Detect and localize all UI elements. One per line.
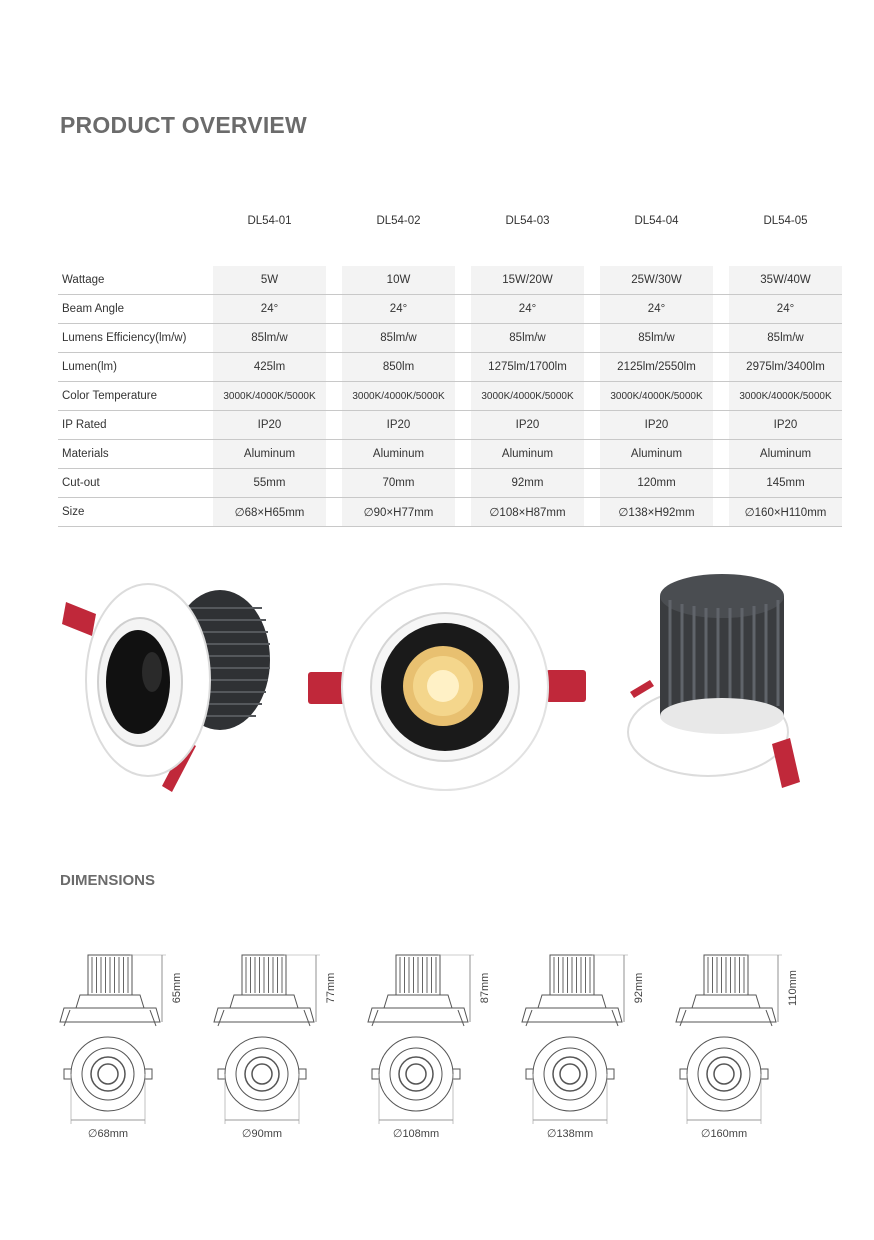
table-cell: ∅90×H77mm — [342, 498, 455, 527]
table-cell: Aluminum — [342, 440, 455, 469]
diameter-label: ∅160mm — [700, 1128, 748, 1140]
table-cell: Aluminum — [600, 440, 713, 469]
table-row — [58, 353, 842, 382]
table-cell: 3000K/4000K/5000K — [600, 382, 713, 411]
table-row — [58, 324, 842, 353]
table-cell: 3000K/4000K/5000K — [213, 382, 326, 411]
model-header: DL54-01 — [247, 215, 292, 227]
table-cell: 5W — [213, 266, 326, 295]
row-label: IP Rated — [58, 411, 213, 440]
table-row — [58, 440, 842, 469]
table-cell: 3000K/4000K/5000K — [471, 382, 584, 411]
top-view — [64, 1037, 152, 1111]
table-cell: 70mm — [342, 469, 455, 498]
table-cell: 10W — [342, 266, 455, 295]
heatsink-side-view — [676, 955, 776, 1026]
table-cell: IP20 — [342, 411, 455, 440]
height-label: 87mm — [479, 972, 491, 1004]
product-photo-front — [308, 584, 586, 790]
table-cell: 15W/20W — [471, 266, 584, 295]
product-photo-side — [62, 584, 270, 792]
diameter-label: ∅68mm — [87, 1128, 129, 1140]
top-view — [680, 1037, 768, 1111]
heatsink-side-view — [60, 955, 160, 1026]
heatsink-side-view — [522, 955, 622, 1026]
spec-table — [58, 206, 842, 527]
table-cell: 24° — [600, 295, 713, 324]
table-cell: 55mm — [213, 469, 326, 498]
table-cell: 120mm — [600, 469, 713, 498]
height-label: 65mm — [171, 972, 183, 1004]
table-cell: 145mm — [729, 469, 842, 498]
diameter-label: ∅138mm — [546, 1128, 594, 1140]
product-photos — [0, 560, 874, 820]
dimension-drawing — [60, 955, 183, 1140]
table-row — [58, 469, 842, 498]
header-blank — [58, 206, 213, 236]
height-label: 77mm — [325, 972, 337, 1004]
dimension-drawing — [522, 955, 645, 1140]
table-cell: 3000K/4000K/5000K — [342, 382, 455, 411]
height-label: 92mm — [633, 972, 645, 1004]
table-cell: 24° — [342, 295, 455, 324]
heatsink-side-view — [368, 955, 468, 1026]
table-cell: Aluminum — [471, 440, 584, 469]
model-header: DL54-03 — [505, 215, 550, 227]
table-cell: 85lm/w — [600, 324, 713, 353]
row-label: Size — [58, 498, 213, 527]
table-cell: Aluminum — [729, 440, 842, 469]
table-cell: 2125lm/2550lm — [600, 353, 713, 382]
row-label: Beam Angle — [58, 295, 213, 324]
table-cell: 85lm/w — [342, 324, 455, 353]
top-view — [372, 1037, 460, 1111]
dimension-drawing — [676, 955, 799, 1140]
table-cell: Aluminum — [213, 440, 326, 469]
table-row — [58, 411, 842, 440]
table-cell: 25W/30W — [600, 266, 713, 295]
table-cell: ∅108×H87mm — [471, 498, 584, 527]
top-view — [218, 1037, 306, 1111]
dimensions-title: DIMENSIONS — [60, 872, 156, 889]
row-label: Wattage — [58, 266, 213, 295]
table-cell: 92mm — [471, 469, 584, 498]
table-cell: 35W/40W — [729, 266, 842, 295]
table-cell: 85lm/w — [729, 324, 842, 353]
table-cell: ∅138×H92mm — [600, 498, 713, 527]
model-header: DL54-04 — [634, 215, 679, 227]
table-cell: 425lm — [213, 353, 326, 382]
table-cell: IP20 — [729, 411, 842, 440]
table-cell: 3000K/4000K/5000K — [729, 382, 842, 411]
top-view — [526, 1037, 614, 1111]
diameter-label: ∅90mm — [241, 1128, 283, 1140]
table-cell: IP20 — [471, 411, 584, 440]
table-cell: 85lm/w — [471, 324, 584, 353]
table-cell: IP20 — [600, 411, 713, 440]
model-header: DL54-02 — [376, 215, 421, 227]
table-cell: ∅68×H65mm — [213, 498, 326, 527]
table-header-row — [58, 206, 842, 236]
product-photo-back — [628, 574, 800, 788]
row-label: Cut-out — [58, 469, 213, 498]
table-row — [58, 266, 842, 295]
row-label: Lumen(lm) — [58, 353, 213, 382]
page-title: PRODUCT OVERVIEW — [60, 112, 307, 138]
table-row — [58, 382, 842, 411]
dimension-drawings — [0, 940, 874, 1160]
table-cell: 2975lm/3400lm — [729, 353, 842, 382]
heatsink-side-view — [214, 955, 314, 1026]
table-cell: 24° — [471, 295, 584, 324]
diameter-label: ∅108mm — [392, 1128, 440, 1140]
row-label: Lumens Efficiency(lm/w) — [58, 324, 213, 353]
height-label: 110mm — [787, 970, 799, 1006]
table-cell: 85lm/w — [213, 324, 326, 353]
table-row — [58, 295, 842, 324]
table-cell: 850lm — [342, 353, 455, 382]
table-cell: 24° — [729, 295, 842, 324]
dimension-drawing — [214, 955, 337, 1140]
row-label: Materials — [58, 440, 213, 469]
table-cell: 24° — [213, 295, 326, 324]
table-row — [58, 498, 842, 527]
table-cell: ∅160×H110mm — [729, 498, 842, 527]
table-cell: 1275lm/1700lm — [471, 353, 584, 382]
dimension-drawing — [368, 955, 491, 1140]
model-header: DL54-05 — [763, 215, 808, 227]
row-label: Color Temperature — [58, 382, 213, 411]
table-cell: IP20 — [213, 411, 326, 440]
